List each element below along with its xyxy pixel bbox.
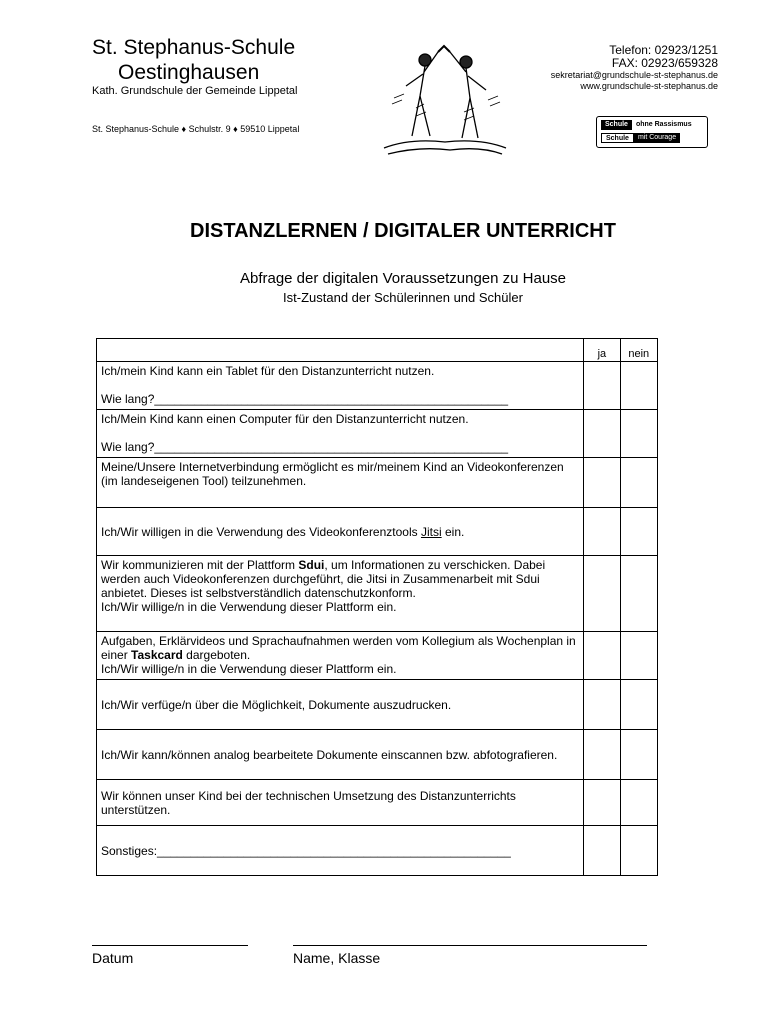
school-name: St. Stephanus-Schule	[92, 36, 296, 59]
question-text: Ich/mein Kind kann ein Tablet für den Distanzunterricht nutzen.	[101, 364, 435, 378]
question-cell	[97, 410, 584, 458]
badge-row2-b: mit Courage	[634, 133, 680, 143]
school-subtitle: Kath. Grundschule der Gemeinde Lippetal	[92, 85, 298, 97]
question-cell	[97, 826, 584, 876]
table-row	[97, 680, 658, 730]
question-cell	[97, 556, 584, 632]
contact-block	[551, 44, 718, 92]
yes-checkbox-cell[interactable]	[584, 556, 620, 632]
date-label: Datum	[92, 950, 134, 966]
table-row	[97, 780, 658, 826]
no-checkbox-cell[interactable]	[620, 680, 657, 730]
yes-checkbox-cell[interactable]	[584, 730, 620, 780]
answer-line[interactable]: Wie lang?_____________________________________________________	[101, 440, 509, 454]
question-text: Wir kommunizieren mit der Plattform	[101, 558, 299, 572]
yes-checkbox-cell[interactable]	[584, 680, 620, 730]
no-checkbox-cell[interactable]	[620, 730, 657, 780]
school-logo-illustration	[380, 38, 510, 160]
other-answer-line[interactable]: Sonstiges:_____________________________________________________	[101, 843, 511, 858]
question-text: Aufgaben, Erklärvideos und Sprachaufnahmen werden vom Kollegium als Wochenplan in einer	[101, 634, 576, 662]
yes-checkbox-cell[interactable]	[584, 458, 620, 508]
question-cell	[97, 780, 584, 826]
consent-text: Ich/Wir willige/n in die Verwendung dieser Plattform ein.	[101, 662, 397, 676]
email: sekretariat@grundschule-st-stephanus.de	[550, 70, 718, 80]
jitsi-link: Jitsi	[420, 524, 442, 539]
question-text: Meine/Unsere Internetverbindung ermöglicht es mir/meinem Kind an Videokonferenzen (im landeseigenen Tool) teilzunehmen.	[101, 460, 564, 488]
question-text-end: dargeboten.	[182, 648, 251, 662]
question-cell	[97, 730, 584, 780]
no-checkbox-cell[interactable]	[620, 632, 657, 680]
question-text: Wir können unser Kind bei der technischen Umsetzung des Distanzunterrichts unterstützen.	[101, 788, 516, 817]
yes-checkbox-cell[interactable]	[584, 508, 620, 556]
table-row	[97, 826, 658, 876]
question-text: Ich/Wir kann/können analog bearbeitete Dokumente einscannen bzw. abfotografieren.	[101, 747, 558, 762]
yes-checkbox-cell[interactable]	[584, 632, 620, 680]
taskcard-platform-name: Taskcard	[131, 648, 183, 662]
table-row	[97, 556, 658, 632]
page-subtitle-2: Ist-Zustand der Schülerinnen und Schüler	[283, 290, 523, 305]
sdui-platform-name: Sdui	[298, 558, 325, 572]
no-checkbox-cell[interactable]	[620, 362, 657, 410]
yes-checkbox-cell[interactable]	[584, 410, 620, 458]
table-row	[97, 730, 658, 780]
table-row	[97, 632, 658, 680]
question-text-end: ein.	[441, 524, 465, 539]
column-no-header: nein	[620, 339, 657, 362]
survey-table	[96, 338, 658, 876]
no-checkbox-cell[interactable]	[620, 410, 657, 458]
badge-row1-a: Schule	[601, 120, 632, 130]
table-row	[97, 508, 658, 556]
question-text: Ich/Mein Kind kann einen Computer für den Distanzunterricht nutzen.	[101, 412, 469, 426]
answer-line[interactable]: Wie lang?_____________________________________________________	[101, 392, 509, 406]
question-cell	[97, 508, 584, 556]
website: www.grundschule-st-stephanus.de	[580, 81, 718, 91]
question-cell	[97, 680, 584, 730]
school-address: St. Stephanus-Schule ♦ Schulstr. 9 ♦ 59510 Lippetal	[92, 124, 300, 134]
phone: Telefon: 02923/1251	[609, 43, 718, 57]
table-header-row	[97, 339, 658, 362]
no-checkbox-cell[interactable]	[620, 826, 657, 876]
question-cell	[97, 458, 584, 508]
yes-checkbox-cell[interactable]	[584, 780, 620, 826]
question-text: Ich/Wir verfüge/n über die Möglichkeit, Dokumente auszudrucken.	[101, 697, 452, 712]
badge-row2-a: Schule	[601, 133, 634, 143]
name-class-label: Name, Klasse	[293, 950, 381, 966]
no-checkbox-cell[interactable]	[620, 508, 657, 556]
date-signature-line[interactable]	[92, 945, 248, 946]
fax: FAX: 02923/659328	[611, 56, 718, 70]
table-row	[97, 458, 658, 508]
yes-checkbox-cell[interactable]	[584, 826, 620, 876]
table-row	[97, 362, 658, 410]
page-subtitle: Abfrage der digitalen Voraussetzungen zu Hause	[239, 270, 567, 287]
question-text: Ich/Wir willigen in die Verwendung des Videokonferenztools	[101, 524, 421, 539]
no-checkbox-cell[interactable]	[620, 780, 657, 826]
table-row	[97, 410, 658, 458]
no-checkbox-cell[interactable]	[620, 458, 657, 508]
name-signature-line[interactable]	[293, 945, 647, 946]
school-location: Oestinghausen	[118, 61, 260, 84]
question-cell	[97, 632, 584, 680]
question-cell	[97, 362, 584, 410]
yes-checkbox-cell[interactable]	[584, 362, 620, 410]
question-text-end: , um Informationen zu verschicken. Dabei werden auch Videokonferenzen durchgeführt, die Jitsi in Zusammenarbeit mit Sdui anbietet. Dieses ist selbstverständlich datenschutzkonform.	[101, 558, 546, 600]
question-header	[97, 339, 584, 362]
badge-row1-b: ohne Rassismus	[635, 121, 692, 128]
consent-text: Ich/Wir willige/n in die Verwendung dieser Plattform ein.	[101, 600, 397, 614]
column-yes-header: ja	[584, 339, 620, 362]
no-checkbox-cell[interactable]	[620, 556, 657, 632]
schule-ohne-rassismus-badge	[596, 116, 708, 148]
page-title: DISTANZLERNEN / DIGITALER UNTERRICHT	[190, 220, 616, 242]
